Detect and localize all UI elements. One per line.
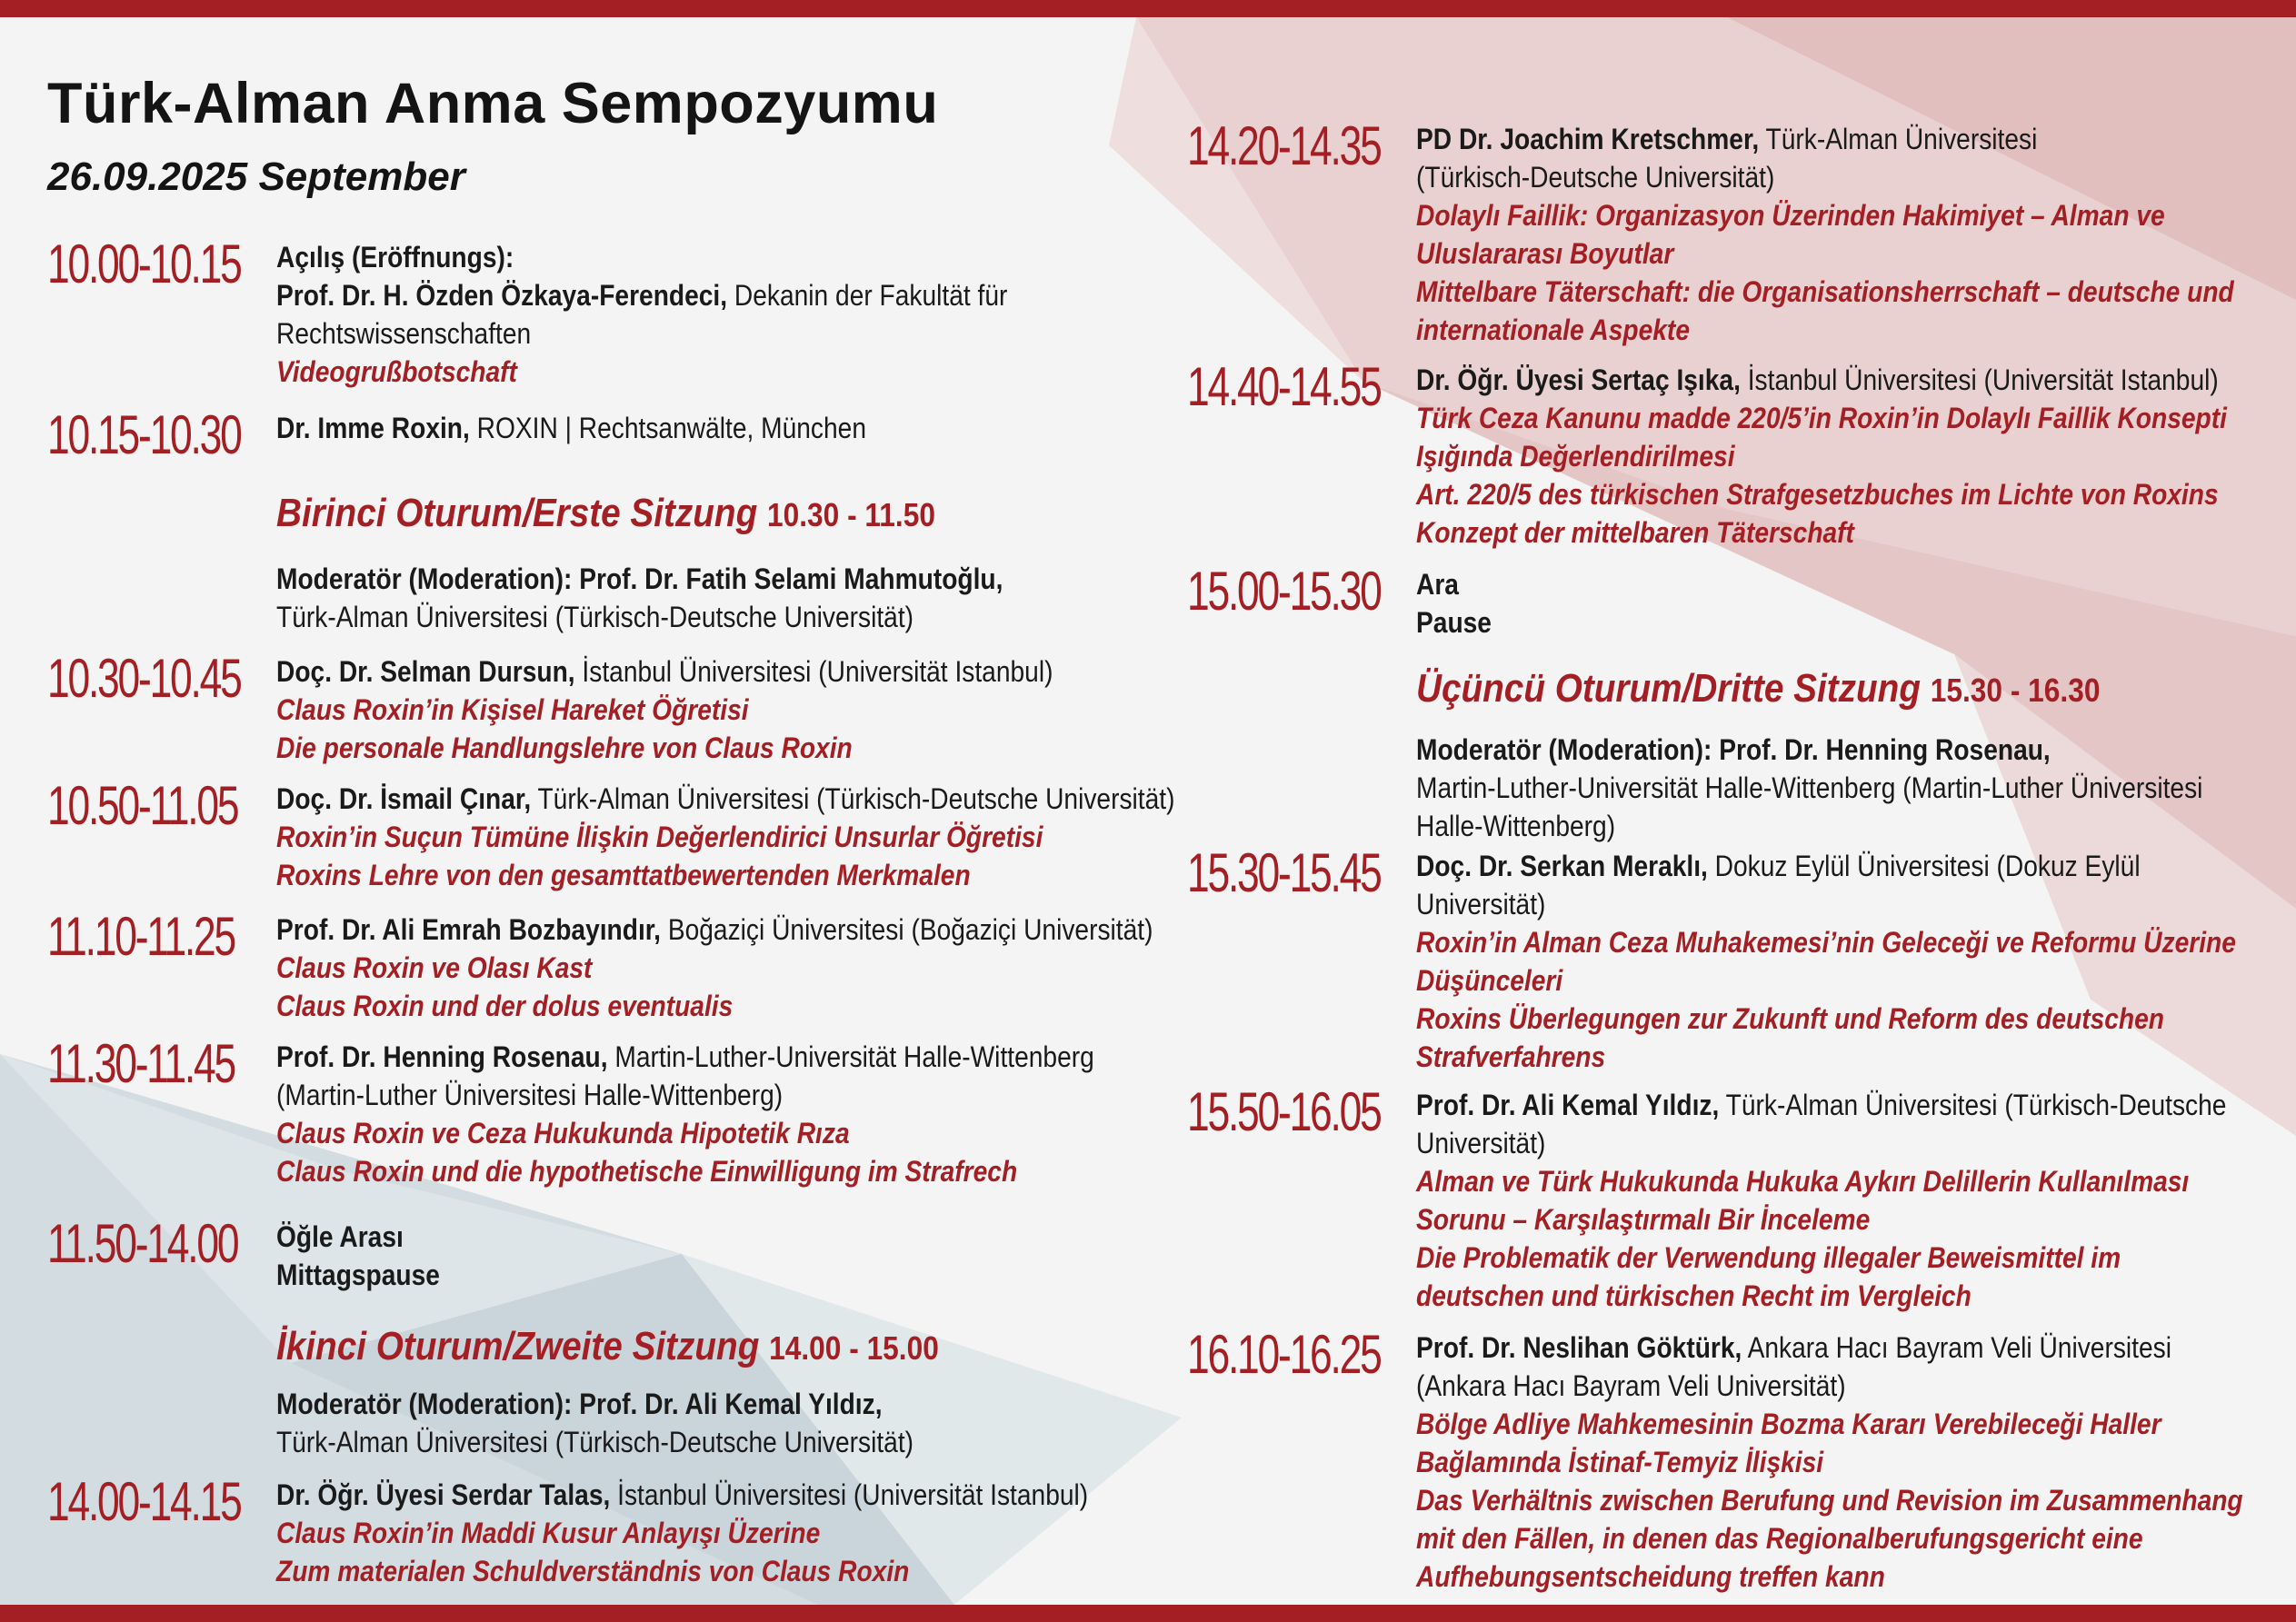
entry-body xyxy=(276,560,1185,636)
entry-body xyxy=(276,1218,1185,1294)
speaker-affiliation: İstanbul Üniversitesi (Universität Istanbul) xyxy=(1740,363,2219,396)
entry-line xyxy=(1416,847,2184,885)
entry-body xyxy=(1416,1086,2289,1315)
entry-body xyxy=(1416,361,2289,552)
talk-title: Videogrußbotschaft xyxy=(276,355,517,388)
talk-title: Alman ve Türk Hukukunda Hukuka Aykırı Delillerin Kullanılması xyxy=(1416,1165,2190,1198)
event-date: 26.09.2025 September xyxy=(47,154,465,199)
entry-body xyxy=(276,652,1185,767)
session-time: 15.30 - 16.30 xyxy=(1930,672,2101,709)
talk-title: Claus Roxin ve Olası Kast xyxy=(276,951,593,984)
entry-line: (Martin-Luther Üniversitesi Halle-Wittenberg) xyxy=(276,1079,784,1111)
entry-body xyxy=(1416,847,2289,1076)
bottom-bar xyxy=(0,1605,2296,1622)
entry-line xyxy=(276,276,1076,314)
entry-line xyxy=(276,652,1076,691)
moderator-name: Moderatör (Moderation): Prof. Dr. Ali Kemal Yıldız, xyxy=(276,1388,883,1420)
entry-time: 10.15-10.30 xyxy=(47,404,241,465)
entry-line xyxy=(1416,565,2184,603)
speaker-affiliation: İstanbul Üniversitesi (Universität Istanbul) xyxy=(574,655,1053,688)
talk-title: Sorunu – Karşılaştırmalı Bir İnceleme xyxy=(1416,1203,1871,1236)
entry-line xyxy=(276,1476,1089,1514)
entry-line xyxy=(1416,1086,2227,1124)
entry-line xyxy=(276,1256,1076,1294)
entry-line xyxy=(276,1218,1076,1256)
talk-title: Roxin’in Alman Ceza Muhakemesi’nin Geleceği ve Reformu Üzerine xyxy=(1416,926,2236,959)
speaker-name: Dr. Imme Roxin, xyxy=(276,412,470,444)
speaker-name: Prof. Dr. Ali Emrah Bozbayındır, xyxy=(276,913,662,946)
entry-line xyxy=(276,409,1076,447)
entry-time: 11.50-14.00 xyxy=(47,1213,238,1274)
session-heading-3 xyxy=(1416,666,2100,711)
speaker-name: Prof. Dr. Henning Rosenau, xyxy=(276,1040,608,1073)
speaker-name: PD Dr. Joachim Kretschmer, xyxy=(1416,123,1760,155)
entry-line: Halle-Wittenberg) xyxy=(1416,810,1616,842)
entry-line xyxy=(1416,1328,2184,1367)
moderator-name: Moderatör (Moderation): Prof. Dr. Henning Rosenau, xyxy=(1416,733,2051,766)
talk-title: Art. 220/5 des türkischen Strafgesetzbuches im Lichte von Roxins xyxy=(1416,478,2219,511)
talk-title: Bölge Adliye Mahkemesinin Bozma Kararı Verebileceği Haller xyxy=(1416,1408,2161,1440)
speaker-name: Dr. Öğr. Üyesi Sertaç Işıka, xyxy=(1416,363,1741,396)
talk-title: Strafverfahrens xyxy=(1416,1040,1606,1073)
talk-title: Claus Roxin und der dolus eventualis xyxy=(276,990,734,1022)
session-title: Birinci Oturum/Erste Sitzung xyxy=(276,491,758,535)
entry-time: 15.30-15.45 xyxy=(1187,842,1381,903)
speaker-affiliation: Dekanin der Fakultät für xyxy=(727,279,1008,312)
speaker-affiliation: Dokuz Eylül Üniversitesi (Dokuz Eylül xyxy=(1707,850,2141,882)
entry-body xyxy=(276,1038,1185,1190)
entry-line: Martin-Luther-Universität Halle-Wittenberg (Martin-Luther Üniversitesi xyxy=(1416,771,2203,804)
talk-title: Claus Roxin’in Maddi Kusur Anlayışı Üzerine xyxy=(276,1517,821,1549)
speaker-affiliation: Martin-Luther-Universität Halle-Wittenberg xyxy=(607,1040,1094,1073)
break-label: Öğle Arası xyxy=(276,1220,404,1253)
entry-line xyxy=(1416,731,2184,769)
entry-line xyxy=(1416,361,2219,399)
speaker-affiliation: Türk-Alman Üniversitesi (Türkisch-Deutsche xyxy=(1719,1089,2227,1121)
moderator-name: Moderatör (Moderation): Prof. Dr. Fatih Selami Mahmutoğlu, xyxy=(276,562,1003,595)
talk-title: Die Problematik der Verwendung illegaler Beweismittel im xyxy=(1416,1241,2121,1274)
top-bar xyxy=(0,0,2296,17)
entry-line xyxy=(276,1385,1076,1423)
entry-body xyxy=(276,1476,1185,1590)
speaker-affiliation: Ankara Hacı Bayram Veli Üniversitesi xyxy=(1742,1331,2171,1364)
entry-time: 15.00-15.30 xyxy=(1187,561,1381,622)
speaker-affiliation: Türk-Alman Üniversitesi (Türkisch-Deutsche Universität) xyxy=(531,782,1175,815)
entry-body xyxy=(276,409,1185,447)
talk-title: internationale Aspekte xyxy=(1416,313,1690,346)
entry-line: Universität) xyxy=(1416,1127,1546,1159)
entry-body xyxy=(276,1385,1185,1461)
session-heading-2 xyxy=(276,1324,939,1369)
talk-title: Mittelbare Täterschaft: die Organisationsherrschaft – deutsche und xyxy=(1416,275,2234,308)
entry-line: Türk-Alman Üniversitesi (Türkisch-Deutsche Universität) xyxy=(276,601,914,633)
talk-title: Bağlamında İstinaf-Temyiz İlişkisi xyxy=(1416,1446,1824,1478)
talk-title: Claus Roxin’in Kişisel Hareket Öğretisi xyxy=(276,693,749,726)
entry-time: 10.30-10.45 xyxy=(47,648,241,709)
page-title: Türk-Alman Anma Sempozyumu xyxy=(47,72,939,135)
entry-label: Açılış (Eröffnungs): xyxy=(276,241,514,274)
talk-title: Zum materialen Schuldverständnis von Claus Roxin xyxy=(276,1555,910,1587)
talk-title: Uluslararası Boyutlar xyxy=(1416,237,1674,270)
talk-title: Das Verhältnis zwischen Berufung und Revision im Zusammenhang xyxy=(1416,1484,2243,1517)
entry-line xyxy=(276,911,1153,949)
speaker-name: Prof. Dr. Ali Kemal Yıldız, xyxy=(1416,1089,1720,1121)
speaker-name: Doç. Dr. Serkan Meraklı, xyxy=(1416,850,1708,882)
entry-line xyxy=(276,780,1175,818)
entry-body xyxy=(276,238,1185,391)
talk-title: Işığında Değerlendirilmesi xyxy=(1416,440,1735,473)
entry-line xyxy=(276,238,1076,276)
entry-time: 15.50-16.05 xyxy=(1187,1081,1381,1142)
entry-time: 11.30-11.45 xyxy=(47,1033,235,1094)
entry-time: 14.40-14.55 xyxy=(1187,356,1381,417)
entry-body xyxy=(276,911,1185,1025)
talk-title: deutschen und türkischen Recht im Vergleich xyxy=(1416,1279,1972,1312)
entry-time: 14.00-14.15 xyxy=(47,1471,241,1532)
talk-title: Düşünceleri xyxy=(1416,964,1563,997)
entry-body xyxy=(1416,120,2289,349)
talk-title: Konzept der mittelbaren Täterschaft xyxy=(1416,516,1854,549)
session-time: 14.00 - 15.00 xyxy=(769,1329,939,1367)
entry-body xyxy=(276,780,1185,894)
entry-time: 14.20-14.35 xyxy=(1187,115,1381,176)
entry-time: 16.10-16.25 xyxy=(1187,1324,1381,1385)
speaker-name: Dr. Öğr. Üyesi Serdar Talas, xyxy=(276,1478,611,1511)
entry-line: Türk-Alman Üniversitesi (Türkisch-Deutsche Universität) xyxy=(276,1426,914,1458)
talk-title: Claus Roxin ve Ceza Hukukunda Hipotetik Rıza xyxy=(276,1117,850,1149)
break-label: Ara xyxy=(1416,568,1459,601)
speaker-affiliation: Boğaziçi Üniversitesi (Boğaziçi Universität) xyxy=(661,913,1153,946)
talk-title: Roxins Lehre von den gesamttatbewertenden Merkmalen xyxy=(276,859,971,891)
talk-title: Dolaylı Faillik: Organizasyon Üzerinden Hakimiyet – Alman ve xyxy=(1416,199,2165,232)
entry-time: 10.50-11.05 xyxy=(47,775,238,836)
speaker-name: Prof. Dr. Neslihan Göktürk, xyxy=(1416,1331,1742,1364)
entry-line xyxy=(276,1038,1094,1076)
entry-line: Rechtswissenschaften xyxy=(276,317,532,350)
speaker-affiliation: İstanbul Üniversitesi (Universität Istanbul) xyxy=(610,1478,1089,1511)
session-title: İkinci Oturum/Zweite Sitzung xyxy=(276,1324,760,1368)
session-time: 10.30 - 11.50 xyxy=(766,496,935,533)
break-label: Mittagspause xyxy=(276,1259,440,1291)
talk-title: Roxin’in Suçun Tümüne İlişkin Değerlendirici Unsurlar Öğretisi xyxy=(276,821,1043,853)
talk-title: Die personale Handlungslehre von Claus Roxin xyxy=(276,731,853,764)
entry-time: 10.00-10.15 xyxy=(47,234,241,294)
speaker-name: Prof. Dr. H. Özden Özkaya-Ferendeci, xyxy=(276,279,728,312)
entry-time: 11.10-11.25 xyxy=(47,906,235,967)
talk-title: Roxins Überlegungen zur Zukunft und Reform des deutschen xyxy=(1416,1002,2164,1035)
entry-line: (Türkisch-Deutsche Universität) xyxy=(1416,161,1775,194)
entry-line xyxy=(276,560,1076,598)
session-heading-1 xyxy=(276,491,935,536)
speaker-name: Doç. Dr. İsmail Çınar, xyxy=(276,782,532,815)
talk-title: Türk Ceza Kanunu madde 220/5’in Roxin’in Dolaylı Faillik Konsepti xyxy=(1416,402,2227,434)
entry-line xyxy=(1416,603,2184,642)
session-title: Üçüncü Oturum/Dritte Sitzung xyxy=(1416,666,1921,711)
entry-body xyxy=(1416,731,2289,845)
entry-body xyxy=(1416,1328,2289,1596)
speaker-affiliation: Türk-Alman Üniversitesi xyxy=(1759,123,2038,155)
entry-body xyxy=(1416,565,2289,642)
speaker-name: Doç. Dr. Selman Dursun, xyxy=(276,655,575,688)
talk-title: Claus Roxin und die hypothetische Einwilligung im Strafrech xyxy=(276,1155,1018,1188)
entry-line: Universität) xyxy=(1416,888,1546,920)
entry-line xyxy=(1416,120,2184,158)
speaker-affiliation: ROXIN | Rechtsanwälte, München xyxy=(469,412,866,444)
talk-title: Aufhebungsentscheidung treffen kann xyxy=(1416,1560,1885,1593)
break-label: Pause xyxy=(1416,606,1492,639)
entry-line: (Ankara Hacı Bayram Veli Universität) xyxy=(1416,1369,1846,1402)
talk-title: mit den Fällen, in denen das Regionalberufungsgericht eine xyxy=(1416,1522,2143,1555)
